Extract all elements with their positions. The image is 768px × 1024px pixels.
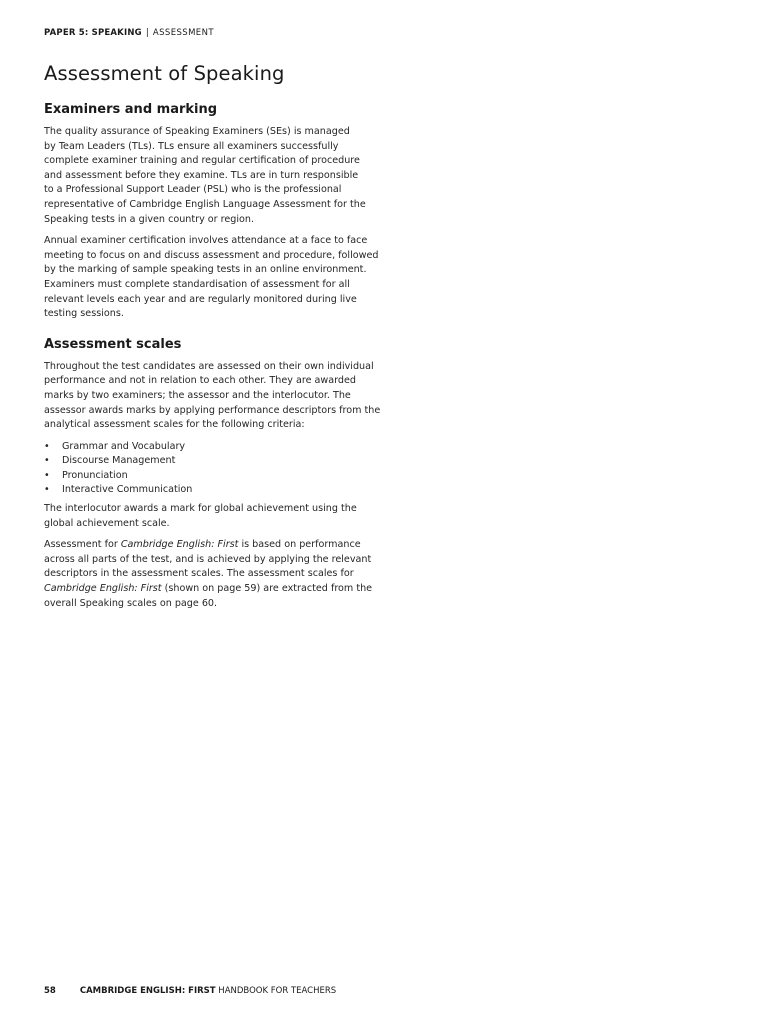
text-line: and assessment before they examine. TLs are in turn responsible <box>44 169 359 181</box>
bullet-icon: • <box>44 484 50 496</box>
text-line: representative of Cambridge English Language Assessment for the <box>44 198 366 210</box>
main-content <box>44 62 381 618</box>
text-run: Assessment for <box>44 539 121 551</box>
book-title-rest: HANDBOOK FOR TEACHERS <box>215 986 337 996</box>
text-line: assessor awards marks by applying performance descriptors from the <box>44 404 381 416</box>
running-head-subsection: ASSESSMENT <box>152 28 214 38</box>
criterion-label: Discourse Management <box>62 455 176 467</box>
text-line: meeting to focus on and discuss assessment and procedure, followed <box>44 249 379 261</box>
paragraph-assessment-basis <box>44 538 373 611</box>
running-head-separator: | <box>145 28 149 38</box>
paragraph-quality-assurance <box>44 125 366 227</box>
exam-name: Cambridge English: First <box>44 583 162 595</box>
text-line: overall Speaking scales on page 60. <box>44 597 218 609</box>
text-line: marks by two examiners; the assessor and the interlocutor. The <box>44 389 351 401</box>
paragraph-scales-intro <box>44 360 381 433</box>
text-line: Throughout the test candidates are assessed on their own individual <box>44 360 374 372</box>
text-line: Speaking tests in a given country or region. <box>44 213 255 225</box>
text-line: performance and not in relation to each other. They are awarded <box>44 375 356 387</box>
text-run: is based on performance <box>238 539 361 551</box>
page-number: 58 <box>44 986 56 996</box>
text-line: testing sessions. <box>44 308 124 320</box>
text-line: global achievement scale. <box>44 517 170 529</box>
exam-name: Cambridge English: First <box>120 539 239 551</box>
paragraph-global-achievement <box>44 502 362 531</box>
text-run: (shown on page 59) are extracted from the <box>161 583 373 595</box>
text-line: The interlocutor awards a mark for global achievement using the <box>44 503 357 515</box>
criterion-label: Interactive Communication <box>62 484 193 496</box>
text-line: by the marking of sample speaking tests in an online environment. <box>44 264 367 276</box>
list-item <box>44 483 362 498</box>
page-title: Assessment of Speaking <box>44 62 285 85</box>
text-line: analytical assessment scales for the following criteria: <box>44 419 305 431</box>
text-line <box>44 538 362 553</box>
list-item <box>44 440 362 455</box>
section-heading-assessment-scales: Assessment scales <box>44 336 182 352</box>
criteria-list <box>44 440 362 498</box>
text-line: across all parts of the test, and is achieved by applying the relevant <box>44 553 372 565</box>
running-head-section: PAPER 5: SPEAKING <box>44 28 142 38</box>
text-line: to a Professional Support Leader (PSL) who is the professional <box>44 184 342 196</box>
bullet-icon: • <box>44 440 50 452</box>
criterion-label: Grammar and Vocabulary <box>62 440 186 452</box>
book-title-bold: CAMBRIDGE ENGLISH: FIRST <box>79 986 216 996</box>
text-line: Examiners must complete standardisation of assessment for all <box>44 278 350 290</box>
list-item <box>44 454 362 469</box>
list-item <box>44 469 362 484</box>
text-line <box>44 582 373 597</box>
text-line: Annual examiner certification involves attendance at a face to face <box>44 235 368 247</box>
text-line: The quality assurance of Speaking Examiners (SEs) is managed <box>44 126 350 137</box>
paragraph-certification <box>44 234 379 322</box>
criterion-label: Pronunciation <box>62 469 128 481</box>
text-line: by Team Leaders (TLs). TLs ensure all examiners successfully <box>44 140 339 152</box>
bullet-icon: • <box>44 469 50 481</box>
page-footer <box>44 986 336 996</box>
section-heading-examiners: Examiners and marking <box>44 102 218 117</box>
text-line: complete examiner training and regular certification of procedure <box>44 155 360 167</box>
running-head <box>44 28 214 38</box>
bullet-icon: • <box>44 455 50 467</box>
text-line: descriptors in the assessment scales. The assessment scales for <box>44 568 354 580</box>
text-line: relevant levels each year and are regularly monitored during live <box>44 293 357 305</box>
